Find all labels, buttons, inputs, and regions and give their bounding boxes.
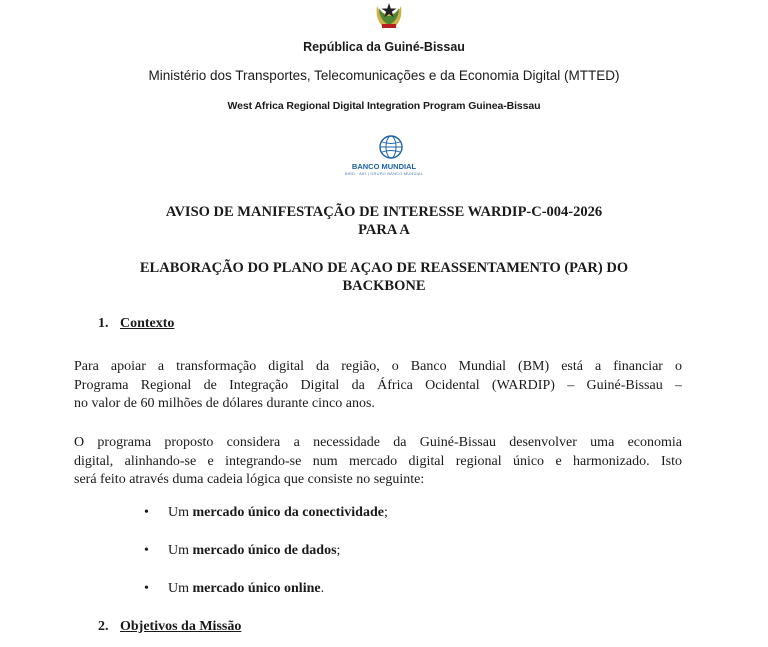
section-number: 1. xyxy=(98,316,109,331)
bullet-bold-text: mercado único da conectividade xyxy=(192,505,384,520)
notice-title-line-1: AVISO DE MANIFESTAÇÃO DE INTERESSE WARDIP-C-004-2026 xyxy=(165,204,603,220)
paragraph-line: no valor de 60 milhões de dólares durante cinco anos. xyxy=(74,396,375,411)
notice-title-line-4: BACKBONE xyxy=(342,278,426,294)
paragraph-line: será feito através duma cadeia lógica que consiste no seguinte: xyxy=(74,472,425,487)
coat-of-arms-icon xyxy=(374,0,404,30)
bullet-item xyxy=(144,581,324,597)
paragraph-line: Programa Regional de Integração Digital da África Ocidental (WARDIP) – Guiné-Bissau – xyxy=(74,377,682,393)
bullet-prefix: Um xyxy=(168,543,193,558)
bullet-symbol: • xyxy=(144,505,149,520)
paragraph-line: digital, alinhando-se e integrando-se num mercado digital regional único e harmonizado. Isto xyxy=(74,453,682,469)
program-name: West Africa Regional Digital Integration Program Guinea-Bissau xyxy=(227,100,541,112)
bullet-suffix: . xyxy=(320,581,325,596)
bullet-bold-text: mercado único online xyxy=(192,581,321,596)
paragraph-line: Para apoiar a transformação digital da região, o Banco Mundial (BM) está a financiar o xyxy=(74,359,682,374)
world-bank-logo-text: BANCO MUNDIAL xyxy=(351,162,417,171)
section-heading-context xyxy=(98,316,174,332)
world-bank-globe-icon xyxy=(378,134,404,160)
notice-title-line-2: PARA A xyxy=(358,222,410,238)
bullet-prefix: Um xyxy=(168,581,193,596)
bullet-item xyxy=(144,543,340,559)
section-title: Objetivos da Missão xyxy=(120,619,242,634)
bullet-symbol: • xyxy=(144,581,149,596)
bullet-item xyxy=(144,505,388,521)
section-number: 2. xyxy=(98,619,109,634)
bullet-suffix: ; xyxy=(336,543,341,558)
bullet-bold-text: mercado único de dados xyxy=(192,543,337,558)
section-heading-mission-objectives xyxy=(98,619,241,635)
republic-name: República da Guiné-Bissau xyxy=(303,40,465,54)
bullet-suffix: ; xyxy=(383,505,388,520)
context-paragraph-1 xyxy=(74,358,682,414)
bullet-symbol: • xyxy=(144,543,149,558)
section-title: Contexto xyxy=(120,316,175,331)
context-paragraph-2 xyxy=(74,434,682,490)
bullet-prefix: Um xyxy=(168,505,193,520)
ministry-name: Ministério dos Transportes, Telecomunicações e da Economia Digital (MTTED) xyxy=(148,68,620,83)
notice-title-line-3: ELABORAÇÃO DO PLANO DE AÇAO DE REASSENTAMENTO (PAR) DO xyxy=(139,260,629,276)
world-bank-logo-subtext: BIRD · AID | GRUPO BANCO MUNDIAL xyxy=(344,171,424,176)
paragraph-line: O programa proposto considera a necessidade da Guiné-Bissau desenvolver uma economia xyxy=(74,435,682,450)
